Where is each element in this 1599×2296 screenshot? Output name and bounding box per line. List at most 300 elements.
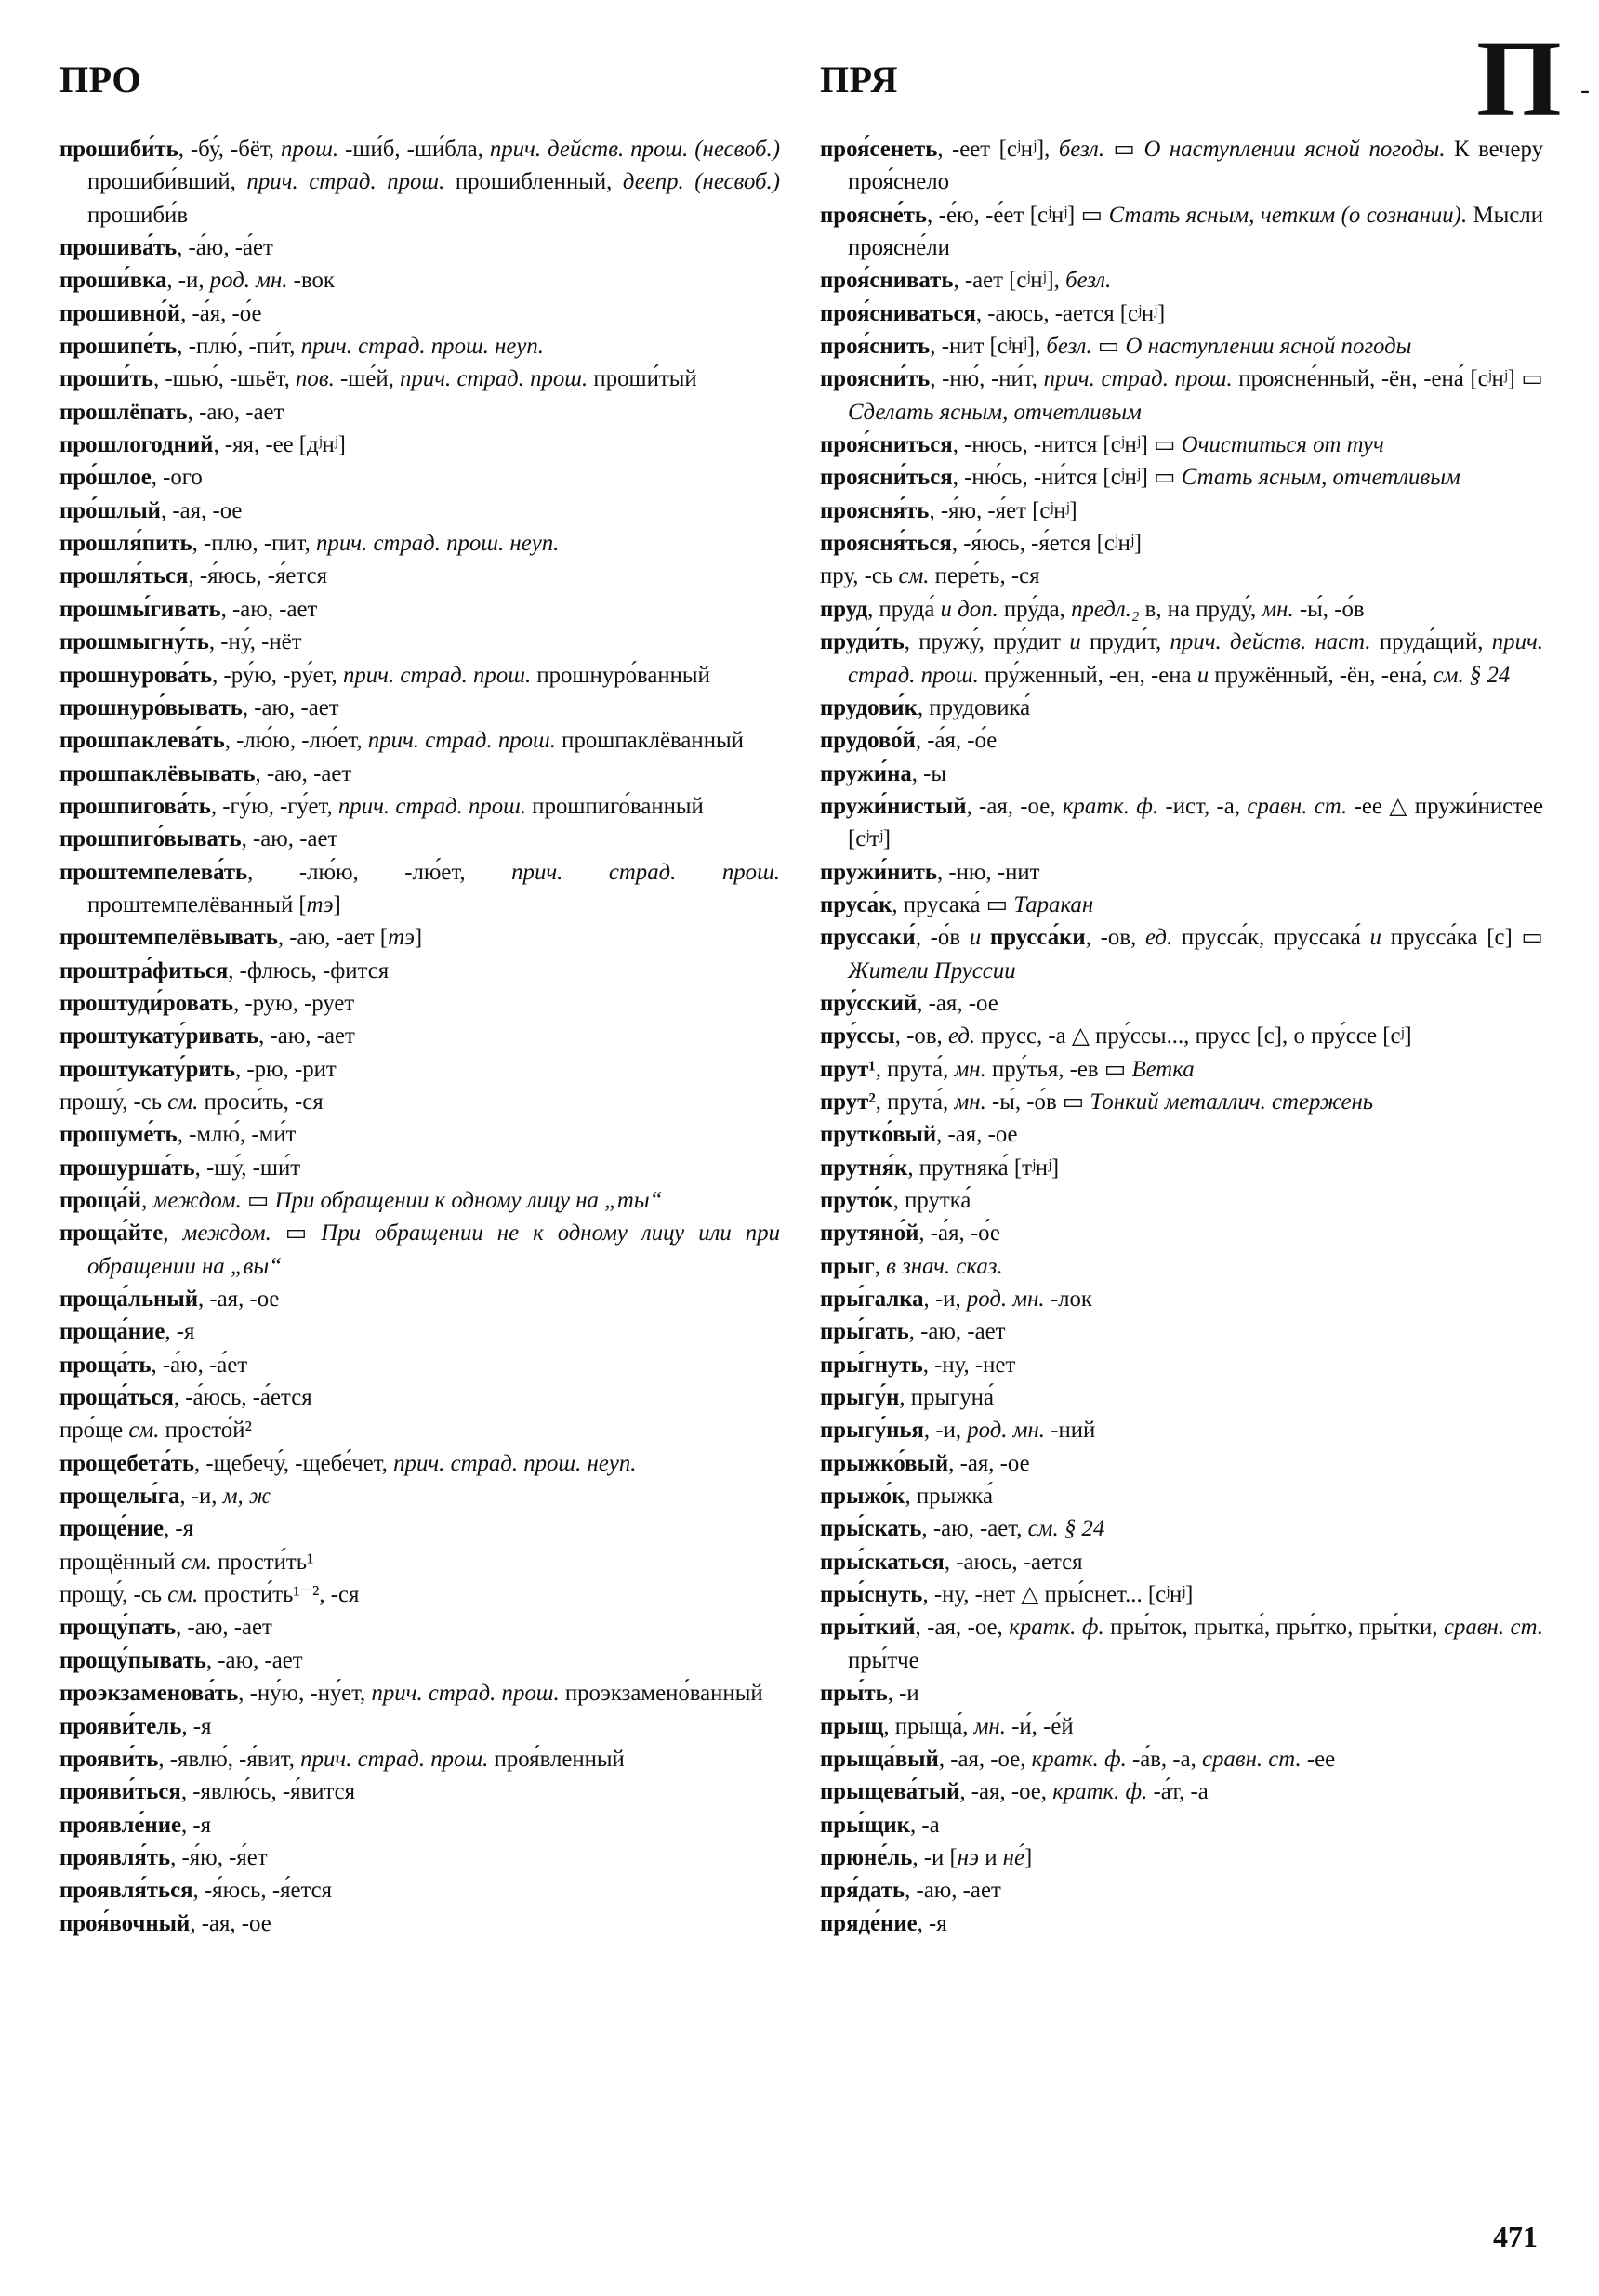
dictionary-entry bbox=[59, 461, 780, 494]
entry-text: и bbox=[979, 1844, 1003, 1870]
grammar-note: Тонкий металлич. стержень bbox=[1090, 1089, 1374, 1115]
entry-text: , -гу́ю, -гу́ет, bbox=[210, 793, 338, 819]
entry-text: , -и, bbox=[166, 268, 210, 294]
dictionary-entry bbox=[59, 1118, 780, 1151]
headword: проща́ться bbox=[59, 1385, 174, 1411]
grammar-note: см. bbox=[898, 563, 930, 589]
dictionary-entry bbox=[820, 758, 1543, 790]
headword: прыща́вый bbox=[820, 1746, 939, 1772]
entry-text: прошпаклёванный bbox=[555, 728, 744, 754]
entry-text: , -и, bbox=[179, 1484, 223, 1510]
grammar-note: и bbox=[1069, 629, 1081, 655]
entry-text: , -я bbox=[164, 1516, 194, 1542]
headword: проштра́фиться bbox=[59, 957, 229, 983]
entry-text: , -я́юсь, -я́ется [сʲнʲ] bbox=[951, 531, 1143, 557]
grammar-note: род. мн. bbox=[209, 268, 288, 294]
grammar-note: см. § 24 bbox=[1433, 662, 1511, 688]
entry-text: , -ну, -нет bbox=[922, 1352, 1016, 1378]
grammar-note: прич. страд. прош. bbox=[300, 1746, 489, 1772]
dictionary-entry bbox=[59, 1710, 780, 1743]
dictionary-entry bbox=[820, 199, 1543, 265]
entry-text: , -рю, -рит bbox=[234, 1056, 337, 1082]
entry-text: -и́, -е́й bbox=[1005, 1713, 1074, 1739]
entry-text: , пружу́, пру́дит bbox=[904, 629, 1070, 655]
entry-text: пры́ток, прытка́, пры́тко, пры́тки, bbox=[1103, 1615, 1444, 1641]
entry-text: , -а́я, -о́е bbox=[180, 300, 262, 326]
headword: пружи́на bbox=[820, 760, 912, 786]
entry-text: , -шу́, -ши́т bbox=[194, 1155, 301, 1181]
dictionary-entry bbox=[820, 1086, 1543, 1118]
entry-text: , -а́я, -о́е bbox=[918, 1221, 1000, 1247]
grammar-note: прич. страд. прош. неуп. bbox=[316, 531, 560, 557]
headword: прыгу́н bbox=[820, 1385, 900, 1411]
entry-text: ▭ bbox=[271, 1221, 322, 1247]
headword: прошпигова́ть bbox=[59, 793, 211, 819]
entry-text: , -аю, -ает bbox=[258, 1023, 355, 1049]
headword: проявле́ние bbox=[59, 1812, 181, 1838]
entry-text: пружённый, -ён, -ена́, bbox=[1209, 662, 1434, 688]
dictionary-entry bbox=[59, 1184, 780, 1217]
headword: прошивно́й bbox=[59, 300, 181, 326]
entry-text: , -еет [сʲнʲ], bbox=[937, 137, 1059, 162]
page-number: 471 bbox=[1493, 2220, 1538, 2253]
dictionary-entry bbox=[820, 461, 1543, 494]
entry-text: в, на пруду́, bbox=[1139, 596, 1262, 622]
headword: прошпаклёвывать bbox=[59, 760, 256, 786]
grammar-note: в знач. сказ. bbox=[886, 1253, 1003, 1279]
entry-text: , -ая, -ое bbox=[917, 990, 998, 1016]
grammar-note: мн. bbox=[1262, 596, 1294, 622]
headword: пры́ткий bbox=[820, 1615, 916, 1641]
entry-text: , -я bbox=[165, 1319, 195, 1345]
entry-text: -вок bbox=[287, 268, 335, 294]
dictionary-entry bbox=[820, 1381, 1543, 1414]
entry-text: , -ая, -ое, bbox=[915, 1615, 1010, 1641]
entry-text: , -я bbox=[180, 1812, 212, 1838]
grammar-note: безл. bbox=[1058, 137, 1105, 162]
entry-text: , -лю́ю, -лю́ет, bbox=[224, 728, 368, 754]
entry-text: , -плю, -пит, bbox=[192, 531, 317, 557]
dictionary-entry bbox=[820, 133, 1543, 199]
section-dash: - bbox=[1580, 74, 1590, 105]
headword: прощебета́ть bbox=[59, 1450, 195, 1476]
grammar-note: не́ bbox=[1002, 1844, 1024, 1870]
entry-text: прусс, -а △ пру́ссы..., прусс [с], о пру́ссе [сʲ] bbox=[975, 1023, 1412, 1049]
grammar-note: При обращении к одному лицу на „ты“ bbox=[274, 1188, 663, 1213]
grammar-note: прич. страд. прош. bbox=[848, 629, 1543, 688]
dictionary-entry bbox=[820, 1775, 1543, 1808]
entry-text: прощённый bbox=[59, 1549, 181, 1575]
dictionary-entry bbox=[820, 790, 1543, 856]
grammar-note: прич. страд. прош. bbox=[371, 1681, 560, 1707]
dictionary-entry bbox=[59, 1020, 780, 1052]
headword: прошурша́ть bbox=[59, 1155, 195, 1181]
entry-text: прошнуро́ванный bbox=[531, 662, 710, 688]
headword: прошмы́гивать bbox=[59, 596, 221, 622]
headword: проя́снить bbox=[820, 334, 931, 360]
entry-text: , прудовика́ bbox=[917, 694, 1031, 720]
grammar-note: см. bbox=[167, 1089, 199, 1115]
entry-text: прости́ть¹⁻², -ся bbox=[198, 1582, 360, 1608]
entry-text: -ее △ пружи́нистее [сʲтʲ] bbox=[848, 793, 1544, 852]
headword: проща́льный bbox=[59, 1287, 198, 1313]
entry-text: Мысли проясне́ли bbox=[848, 202, 1543, 261]
entry-text: , -млю́, -ми́т bbox=[177, 1122, 297, 1148]
entry-text: , -ая, -ое bbox=[198, 1287, 280, 1313]
headword: проясня́ть bbox=[820, 497, 930, 523]
headword: прутко́вый bbox=[820, 1122, 937, 1148]
dictionary-entry bbox=[59, 1874, 780, 1907]
dictionary-entry bbox=[59, 790, 780, 823]
dictionary-entry bbox=[59, 1512, 780, 1545]
entry-text: , -бу́, -бёт, bbox=[178, 137, 282, 162]
grammar-note: прич. страд. прош. неуп. bbox=[300, 334, 545, 360]
dictionary-entry bbox=[59, 231, 780, 264]
entry-text: -ее bbox=[1301, 1746, 1336, 1772]
dictionary-entry bbox=[820, 560, 1543, 592]
grammar-note: безл. bbox=[1046, 334, 1092, 360]
grammar-note: Жители Пруссии bbox=[848, 957, 1016, 983]
headword: проя́сенеть bbox=[820, 137, 938, 162]
dictionary-entry bbox=[59, 823, 780, 855]
grammar-note: прич. страд. прош. неуп. bbox=[393, 1450, 637, 1476]
dictionary-entry bbox=[59, 1315, 780, 1348]
headword: пряде́ние bbox=[820, 1910, 918, 1936]
dictionary-entry bbox=[820, 856, 1543, 889]
entry-text: -а́в, -а, bbox=[1126, 1746, 1202, 1772]
entry-text: ▭ bbox=[1091, 334, 1126, 360]
headword: проя́вочный bbox=[59, 1910, 191, 1936]
headword: прутня́к bbox=[820, 1155, 908, 1181]
entry-text: проштемпелёванный [ bbox=[87, 891, 307, 917]
grammar-note: Таракан bbox=[1013, 891, 1094, 917]
dictionary-entry bbox=[820, 1480, 1543, 1512]
entry-text: проясне́нный, -ён, -ена́ [сʲнʲ] ▭ bbox=[1232, 366, 1543, 392]
dictionary-entry bbox=[820, 1053, 1543, 1086]
entry-text: , прыща́, bbox=[883, 1713, 974, 1739]
grammar-note: предл.₂ bbox=[1071, 596, 1140, 622]
grammar-note: прич. действ. прош. (несвоб.) bbox=[489, 137, 780, 162]
grammar-note: ед. bbox=[1145, 925, 1173, 951]
entry-text: ▭ bbox=[1104, 137, 1144, 162]
dictionary-entry bbox=[820, 330, 1543, 363]
dictionary-entry bbox=[59, 1907, 780, 1940]
grammar-note: прич. страд. прош. bbox=[342, 662, 532, 688]
headword: прыг bbox=[820, 1253, 875, 1279]
entry-text: , -ну́ю, -ну́ет, bbox=[238, 1681, 372, 1707]
entry-text: -ши́б, -ши́бла, bbox=[338, 137, 490, 162]
headword: прут² bbox=[820, 1089, 876, 1115]
headword: прошпиго́вывать bbox=[59, 826, 242, 852]
dictionary-entry bbox=[59, 1349, 780, 1381]
headword: пруто́к bbox=[820, 1188, 893, 1213]
grammar-note: м, ж bbox=[222, 1484, 271, 1510]
headword: прошиби́ть bbox=[59, 137, 178, 162]
dictionary-entry bbox=[59, 1152, 780, 1184]
headword: проштукату́рить bbox=[59, 1056, 235, 1082]
dictionary-entry bbox=[59, 1414, 780, 1446]
entry-text: , -ню́сь, -ни́тся [сʲнʲ] ▭ bbox=[952, 465, 1182, 491]
headword: прошнурова́ть bbox=[59, 662, 213, 688]
grammar-note: междом. bbox=[182, 1221, 271, 1247]
headword: пры́скать bbox=[820, 1516, 922, 1542]
entry-text: прости́ть¹ bbox=[211, 1549, 314, 1575]
headword: пры́снуть bbox=[820, 1582, 923, 1608]
grammar-note: мн. bbox=[973, 1713, 1006, 1739]
headword: прудови́к bbox=[820, 694, 918, 720]
entry-text: , -ов, bbox=[1085, 925, 1146, 951]
entry-text: , -я́ю, -я́ет [сʲнʲ] bbox=[929, 497, 1077, 523]
entry-text: , -лю́ю, -лю́ет, bbox=[247, 859, 512, 885]
running-head-left: ПРО bbox=[59, 59, 141, 100]
headword: прошива́ть bbox=[59, 235, 178, 261]
dictionary-entry bbox=[59, 921, 780, 954]
dictionary-entry bbox=[59, 692, 780, 724]
dictionary-entry bbox=[59, 1677, 780, 1709]
entry-text: -ы́, -о́в bbox=[1293, 596, 1365, 622]
entry-text: , -е́ю, -е́ет [сʲнʲ] ▭ bbox=[927, 202, 1109, 228]
grammar-note: сравн. ст. bbox=[1247, 793, 1348, 819]
entry-text: , -ает [сʲнʲ], bbox=[953, 268, 1066, 294]
headword: проштукату́ривать bbox=[59, 1023, 259, 1049]
headword: проявля́ться bbox=[59, 1878, 193, 1904]
entry-text: , -аю, -ает bbox=[187, 399, 284, 425]
entry-text: , -ая, -ое bbox=[160, 497, 243, 523]
entry-text: , -я́ю, -я́ет bbox=[170, 1844, 268, 1870]
dictionary-entry bbox=[59, 758, 780, 790]
entry-text: , -яя, -ее [дʲнʲ] bbox=[213, 432, 346, 458]
dictionary-entry bbox=[820, 1874, 1543, 1907]
dictionary-entry bbox=[820, 1743, 1543, 1775]
grammar-note: род. мн. bbox=[967, 1418, 1045, 1444]
grammar-note: Стать ясным, отчетливым bbox=[1181, 465, 1460, 491]
dictionary-entry bbox=[59, 133, 780, 231]
headword: пры́гнуть bbox=[820, 1352, 923, 1378]
grammar-note: кратк. ф. bbox=[1052, 1779, 1148, 1805]
headword: проявля́ть bbox=[59, 1844, 171, 1870]
grammar-note: см. § 24 bbox=[1027, 1516, 1105, 1542]
entry-text bbox=[981, 925, 990, 950]
grammar-note: Стать ясным, четким (о сознании). bbox=[1108, 202, 1468, 228]
headword: прощу́пать bbox=[59, 1615, 177, 1641]
grammar-note: прич. действ. наст. bbox=[1170, 629, 1371, 655]
grammar-note: тэ bbox=[306, 891, 334, 917]
dictionary-entry bbox=[820, 1315, 1543, 1348]
dictionary-entry bbox=[820, 593, 1543, 626]
entry-text: , -аю, -ает bbox=[255, 760, 352, 786]
headword: пружи́нистый bbox=[820, 793, 967, 819]
dictionary-entry bbox=[59, 1611, 780, 1643]
headword: пруса́к bbox=[820, 891, 892, 917]
headword: проя́сниться bbox=[820, 432, 953, 458]
entry-text: , -явлю́сь, -я́вится bbox=[180, 1779, 356, 1805]
entry-text: прошу́, -сь bbox=[59, 1089, 168, 1115]
entry-text: , -а́я, -о́е bbox=[915, 728, 998, 754]
grammar-note: прич. страд. прош. bbox=[337, 793, 527, 819]
grammar-note: Ветка bbox=[1131, 1056, 1195, 1082]
entry-text: , прутка́ bbox=[892, 1188, 971, 1213]
headword: прыщ bbox=[820, 1713, 884, 1739]
entry-text: -лок bbox=[1044, 1287, 1092, 1313]
entry-text: -ше́й, bbox=[334, 366, 401, 392]
entry-text: пру, -сь bbox=[820, 563, 899, 589]
entry-text: , -я́юсь, -я́ется bbox=[192, 1878, 333, 1904]
entry-text: , -нюсь, -нится [сʲнʲ] ▭ bbox=[952, 432, 1182, 458]
grammar-note: прич. страд. прош. bbox=[400, 366, 588, 392]
dictionary-entry bbox=[820, 1349, 1543, 1381]
grammar-note: нэ bbox=[957, 1844, 979, 1870]
headword: проясни́ть bbox=[820, 366, 931, 392]
entry-text: , -ню́, -ни́т, bbox=[930, 366, 1044, 392]
dictionary-entry bbox=[820, 1578, 1543, 1611]
entry-text: , -аю, -ает bbox=[242, 694, 339, 720]
grammar-note: и доп. bbox=[940, 596, 998, 622]
dictionary-entry bbox=[820, 1217, 1543, 1249]
headword: проясни́ться bbox=[820, 465, 953, 491]
entry-text: , -ая, -ое, bbox=[959, 1779, 1053, 1805]
entry-text: -ист, -а, bbox=[1158, 793, 1248, 819]
dictionary-entry bbox=[820, 429, 1543, 461]
grammar-note: пов. bbox=[296, 366, 335, 392]
entry-text: , -аю, -ает bbox=[205, 1647, 303, 1673]
dictionary-entry bbox=[59, 1743, 780, 1775]
entry-text: пруди́т, bbox=[1080, 629, 1170, 655]
dictionary-entry bbox=[59, 495, 780, 527]
dictionary-entry bbox=[59, 560, 780, 592]
entry-text: , -флюсь, -фится bbox=[228, 957, 390, 983]
dictionary-entry bbox=[820, 297, 1543, 330]
dictionary-entry bbox=[820, 527, 1543, 560]
grammar-note: мн. bbox=[954, 1089, 986, 1115]
grammar-note: прич. страд. прош. bbox=[511, 859, 780, 885]
entry-text: , -ая, -ое bbox=[936, 1122, 1018, 1148]
entry-text: , прутняка́ [тʲнʲ] bbox=[907, 1155, 1060, 1181]
headword: прощелы́га bbox=[59, 1484, 180, 1510]
dictionary-entry bbox=[820, 1809, 1543, 1841]
left-column bbox=[59, 133, 780, 1940]
entry-text: прошиби́в bbox=[87, 202, 189, 228]
headword: прут¹ bbox=[820, 1056, 876, 1082]
dictionary-entry bbox=[59, 1086, 780, 1118]
grammar-note: мн. bbox=[954, 1056, 986, 1082]
entry-text: , -явлю́, -я́вит, bbox=[158, 1746, 301, 1772]
entry-text: , -ая, -ое, bbox=[938, 1746, 1032, 1772]
right-column bbox=[820, 133, 1543, 1940]
entry-text: , -ая, -ое bbox=[190, 1910, 271, 1936]
dictionary-entry bbox=[59, 1447, 780, 1480]
dictionary-entry bbox=[59, 363, 780, 395]
dictionary-entry bbox=[59, 1217, 780, 1283]
dictionary-entry bbox=[820, 987, 1543, 1020]
entry-text: ] bbox=[333, 891, 341, 917]
headword: прояви́тель bbox=[59, 1713, 182, 1739]
grammar-note: и bbox=[1369, 925, 1381, 951]
entry-text: , -аю, -ает bbox=[220, 596, 318, 622]
entry-text: , -ого bbox=[151, 465, 203, 491]
headword: прудово́й bbox=[820, 728, 916, 754]
grammar-note: кратк. ф. bbox=[1009, 1615, 1104, 1641]
dictionary-entry bbox=[820, 1250, 1543, 1283]
dictionary-entry bbox=[820, 724, 1543, 757]
dictionary-entry bbox=[820, 1118, 1543, 1151]
dictionary-entry bbox=[59, 1283, 780, 1315]
headword: пруд bbox=[820, 596, 868, 622]
headword: пры́галка bbox=[820, 1287, 924, 1313]
entry-text: -а́т, -а bbox=[1147, 1779, 1209, 1805]
entry-text: ▭ bbox=[241, 1188, 275, 1213]
dictionary-entry bbox=[59, 1644, 780, 1677]
headword: прыжо́к bbox=[820, 1484, 905, 1510]
entry-text: , -щебечу́, -щебе́чет, bbox=[194, 1450, 394, 1476]
entry-text: , прута́, bbox=[875, 1089, 955, 1115]
grammar-note: тэ bbox=[388, 925, 415, 951]
grammar-note: прич. страд. прош. bbox=[1043, 366, 1233, 392]
headword: пру́сский bbox=[820, 990, 918, 1016]
entry-text: , прута́, bbox=[875, 1056, 955, 1082]
dictionary-entry bbox=[59, 659, 780, 692]
entry-text: , bbox=[163, 1221, 183, 1247]
headword: проэкзаменова́ть bbox=[59, 1681, 239, 1707]
headword: прошлёпать bbox=[59, 399, 188, 425]
headword: прояви́ться bbox=[59, 1779, 181, 1805]
entry-text: пры́тче bbox=[848, 1647, 919, 1673]
grammar-note: кратк. ф. bbox=[1031, 1746, 1127, 1772]
headword: пры́щик bbox=[820, 1812, 910, 1838]
entry-text: , -я bbox=[181, 1713, 212, 1739]
dictionary-entry bbox=[59, 396, 780, 429]
entry-text: , -аю, -ает bbox=[241, 826, 338, 852]
grammar-note: кратк. ф. bbox=[1062, 793, 1159, 819]
dictionary-entry bbox=[59, 593, 780, 626]
dictionary-entry bbox=[59, 527, 780, 560]
entry-text: , -шью́, -шьёт, bbox=[153, 366, 297, 392]
dictionary-entry bbox=[820, 1152, 1543, 1184]
entry-text: , пруда́ bbox=[867, 596, 941, 622]
dictionary-entry bbox=[820, 1841, 1543, 1874]
entry-text: прусса́к, пруссака́ bbox=[1172, 925, 1370, 951]
dictionary-entry bbox=[820, 1020, 1543, 1052]
grammar-note: Сделать ясным, отчетливым bbox=[848, 399, 1142, 425]
entry-text: , -аю, -ает bbox=[176, 1615, 272, 1641]
entry-text: про́ще bbox=[59, 1418, 129, 1444]
headword: пруди́ть bbox=[820, 629, 905, 655]
entry-text: , -ая, -ое bbox=[948, 1450, 1030, 1476]
grammar-note: сравн. ст. bbox=[1443, 1615, 1543, 1641]
dictionary-entry bbox=[820, 1611, 1543, 1677]
dictionary-entry bbox=[59, 1578, 780, 1611]
entry-text: , -а́ю, -а́ет bbox=[177, 235, 273, 261]
entry-text: , -аю, -ает bbox=[908, 1319, 1006, 1345]
headword: проя́сниваться bbox=[820, 300, 976, 326]
dictionary-entry bbox=[820, 1677, 1543, 1709]
headword: проща́ть bbox=[59, 1352, 152, 1378]
entry-text: К вечеру проя́снело bbox=[848, 137, 1543, 195]
dictionary-entry bbox=[820, 1710, 1543, 1743]
entry-text: , -ы bbox=[911, 760, 947, 786]
headword: проща́й bbox=[59, 1188, 142, 1213]
dictionary-entry bbox=[820, 1283, 1543, 1315]
dictionary-entry bbox=[59, 330, 780, 363]
entry-text: , -аюсь, -ается bbox=[944, 1549, 1083, 1575]
dictionary-entry bbox=[59, 626, 780, 658]
entry-text: , -я bbox=[917, 1910, 947, 1936]
entry-text: , -и, bbox=[923, 1287, 967, 1313]
dictionary-entry bbox=[820, 363, 1543, 429]
entry-text: , -ру́ю, -ру́ет, bbox=[212, 662, 343, 688]
dictionary-entry bbox=[59, 429, 780, 461]
entry-text: проси́ть, -ся bbox=[198, 1089, 324, 1115]
entry-text: пере́ть, -ся bbox=[929, 563, 1040, 589]
